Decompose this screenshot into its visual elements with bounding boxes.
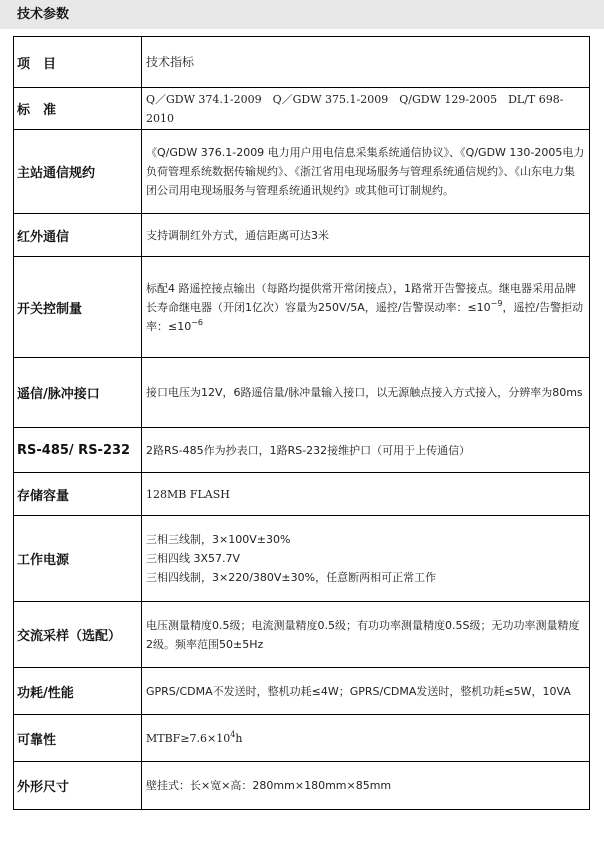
row-value bbox=[142, 715, 590, 762]
header-value: 技术指标 bbox=[142, 37, 590, 88]
row-value: 接口电压为12V，6路遥信量/脉冲量输入接口，以无源触点接入方式接入，分辨率为80ms bbox=[142, 358, 590, 428]
table-row-infrared bbox=[14, 214, 590, 257]
row-value: 128MB FLASH bbox=[142, 473, 590, 516]
reliability-text: MTBF≥7.6×10 bbox=[146, 731, 231, 745]
exponent: 4 bbox=[230, 729, 236, 739]
header-key: 项 目 bbox=[14, 37, 142, 88]
power-line: 三相三线制，3×100V±30% bbox=[146, 533, 291, 546]
exponent: −9 bbox=[490, 298, 503, 308]
table-header-row bbox=[14, 37, 590, 88]
table-row-storage bbox=[14, 473, 590, 516]
row-key: 功耗/性能 bbox=[14, 668, 142, 715]
table-row-reliability bbox=[14, 715, 590, 762]
spec-table bbox=[13, 36, 590, 810]
power-line: 三相四线制，3×220/380V±30%，任意断两相可正常工作 bbox=[146, 571, 437, 584]
table-row-ac-sampling bbox=[14, 602, 590, 668]
table-row-consumption bbox=[14, 668, 590, 715]
row-key: 开关控制量 bbox=[14, 257, 142, 358]
row-value: GPRS/CDMA不发送时，整机功耗≤4W；GPRS/CDMA发送时，整机功耗≤5W，10VA bbox=[142, 668, 590, 715]
row-key: RS-485/ RS-232 bbox=[14, 428, 142, 473]
row-key: 交流采样（选配） bbox=[14, 602, 142, 668]
row-key: 工作电源 bbox=[14, 516, 142, 602]
row-key: 可靠性 bbox=[14, 715, 142, 762]
row-key: 外形尺寸 bbox=[14, 762, 142, 810]
table-row-master-protocol bbox=[14, 130, 590, 214]
row-value: Q／GDW 374.1-2009 Q／GDW 375.1-2009 Q/GDW 129-2005 DL/T 698-2010 bbox=[142, 88, 590, 130]
row-value bbox=[142, 516, 590, 602]
row-key: 存储容量 bbox=[14, 473, 142, 516]
table-row-standard bbox=[14, 88, 590, 130]
row-key: 红外通信 bbox=[14, 214, 142, 257]
row-value: 《Q/GDW 376.1-2009 电力用户用电信息采集系统通信协议》、《Q/GDW 130-2005电力负荷管理系统数据传输规约》、《浙江省用电现场服务与管理系统通信规约》、《山东电力集团公司用电现场服务与管理系统通讯规约》或其他可订制规约。 bbox=[142, 130, 590, 214]
table-row-rs485 bbox=[14, 428, 590, 473]
table-row-dimensions bbox=[14, 762, 590, 810]
power-line: 三相四线 3X57.7V bbox=[146, 552, 241, 565]
row-key: 主站通信规约 bbox=[14, 130, 142, 214]
section-title: 技术参数 bbox=[0, 0, 604, 29]
row-value: 壁挂式：长×宽×高：280mm×180mm×85mm bbox=[142, 762, 590, 810]
row-value: 2路RS-485作为抄表口，1路RS-232接维护口（可用于上传通信） bbox=[142, 428, 590, 473]
row-key: 遥信/脉冲接口 bbox=[14, 358, 142, 428]
table-row-switch-control bbox=[14, 257, 590, 358]
exponent: −6 bbox=[191, 317, 204, 327]
switch-text-2: ，遥控/告警拒动率：≤10 bbox=[146, 300, 584, 333]
switch-text: 标配4 路遥控接点输出（每路均提供常开常闭接点），1路常开告警接点。继电器采用品牌长寿命继电器（开闭1亿次）容量为250V/5A，遥控/告警误动率：≤10 bbox=[146, 281, 576, 314]
row-value: 电压测量精度0.5级；电流测量精度0.5级；有功功率测量精度0.5S级；无功功率测量精度2级。频率范围50±5Hz bbox=[142, 602, 590, 668]
row-key: 标 准 bbox=[14, 88, 142, 130]
table-row-power bbox=[14, 516, 590, 602]
table-row-pulse-interface bbox=[14, 358, 590, 428]
reliability-unit: h bbox=[235, 731, 243, 745]
row-value bbox=[142, 257, 590, 358]
row-value: 支持调制红外方式，通信距离可达3米 bbox=[142, 214, 590, 257]
